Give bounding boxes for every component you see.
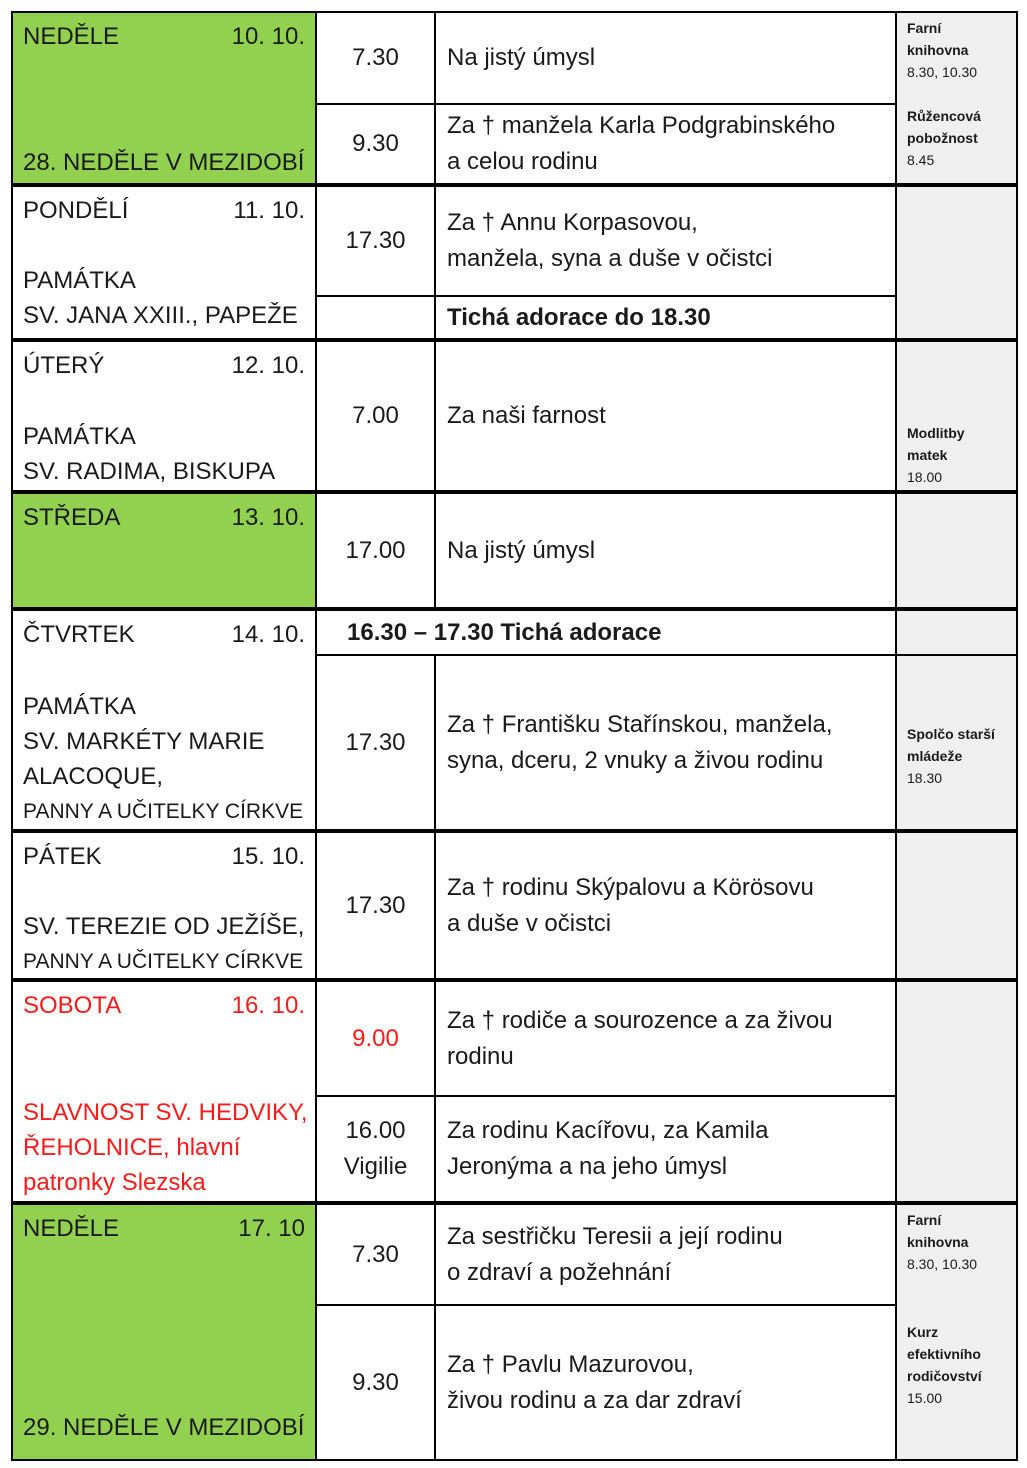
mass-intention: Na jistý úmysl [447,536,596,564]
day-block-thursday [11,609,1018,831]
subtitle-line: SV. JANA XXIII., PAPEŽE [23,302,298,329]
day-subtitle [23,1410,323,1445]
mass-intention: Za sestřičku Teresii a její rodinu o zdraví a požehnání [447,1222,783,1286]
day-date: 11. 10. [233,197,305,224]
notes-cell [895,1205,1016,1459]
mass-intention: Za rodinu Kacířovu, za Kamila Jeronýma a na jeho úmysl [447,1117,769,1180]
day-name: PÁTEK [23,843,102,870]
subtitle-line: 29. NEDĚLE V MEZIDOBÍ [23,1414,305,1441]
mass-time: 9.00 [317,982,436,1095]
subtitle-line: PAMÁTKA [23,267,136,294]
note: Farní knihovna 8.30, 10.30 [907,20,978,80]
mass-time: 16.00 Vigilie [317,1097,436,1201]
notes-cell [895,833,1016,978]
day-subtitle [23,909,323,979]
notes-cell [895,982,1016,1201]
day-cell [13,611,317,829]
mass-intention: Za † rodiče a sourozence a za živou rodinu [447,1006,833,1070]
day-cell [13,1205,317,1459]
day-cell [13,187,317,338]
day-block-friday [11,831,1018,980]
adoration-text: 16.30 – 17.30 Tichá adorace [347,618,662,646]
note: Kurz efektivního rodičovství 15.00 [907,1324,982,1406]
day-subtitle [23,1095,323,1200]
mass-time [317,297,436,338]
subtitle-line: ŘEHOLNICE, hlavní [23,1134,241,1161]
subtitle-line: 28. NEDĚLE V MEZIDOBÍ [23,149,305,176]
day-subtitle [23,263,323,333]
note: Spolčo starší mládeže 18.30 [907,726,995,786]
mass-time: 17.30 [317,187,436,295]
day-name: ÚTERÝ [23,352,105,379]
mass-intention: Za † manžela Karla Podgrabinského a celou rodinu [447,112,836,175]
subtitle-line: SV. RADIMA, BISKUPA [23,458,276,485]
day-name: SOBOTA [23,992,122,1019]
mass-time: 7.30 [317,13,436,103]
day-date: 13. 10. [231,504,305,531]
note: Farní knihovna 8.30, 10.30 [907,1212,978,1272]
day-cell [13,494,317,607]
day-subtitle [23,689,323,829]
subtitle-line: PANNY A UČITELKY CÍRKVE [23,950,304,973]
day-block-wednesday [11,492,1018,609]
notes-cell [895,611,1016,829]
note: Růžencová pobožnost 8.45 [907,108,981,168]
mass-time: 17.00 [317,494,436,607]
adoration-text: Tichá adorace do 18.30 [447,303,711,331]
notes-cell [895,187,1016,338]
day-block-monday [11,185,1018,340]
notes-cell [895,13,1016,183]
mass-intention: Za naši farnost [447,402,606,429]
day-name: ČTVRTEK [23,621,135,648]
day-date: 12. 10. [231,352,305,379]
day-block-sunday-10-10 [11,11,1018,185]
day-name: STŘEDA [23,504,121,531]
subtitle-line: PANNY A UČITELKY CÍRKVE [23,800,304,823]
day-cell [13,833,317,978]
notes-cell [895,342,1016,490]
subtitle-line: PAMÁTKA [23,423,136,450]
mass-intention: Za † Pavlu Mazurovou, živou rodinu a za dar zdraví [447,1350,742,1414]
row-divider [897,654,1018,656]
day-date: 10. 10. [231,23,305,50]
mass-intention: Na jistý úmysl [447,44,596,71]
mass-time: 7.30 [317,1205,436,1304]
day-name: NEDĚLE [23,1215,120,1242]
subtitle-line: SV. TEREZIE OD JEŽÍŠE, [23,913,305,940]
day-cell [13,342,317,490]
day-block-tuesday [11,340,1018,492]
mass-intention: Za † Annu Korpasovou, manžela, syna a duše v očistci [447,209,773,272]
mass-time: 9.30 [317,1306,436,1459]
mass-time: 17.30 [317,656,436,829]
day-name: NEDĚLE [23,23,120,50]
day-block-sunday-17-10 [11,1203,1018,1461]
mass-time: 7.00 [317,342,436,490]
day-cell [13,982,317,1201]
notes-cell [895,494,1016,607]
subtitle-line: PAMÁTKA [23,693,136,720]
day-block-saturday [11,980,1018,1203]
day-date: 15. 10. [231,843,305,870]
day-subtitle [23,419,323,489]
day-name: PONDĚLÍ [23,197,129,224]
day-date: 14. 10. [231,621,305,648]
subtitle-line: patronky Slezska [23,1169,206,1196]
mass-time: 9.30 [317,105,436,183]
day-date: 17. 10 [238,1215,305,1242]
day-date: 16. 10. [231,992,305,1019]
subtitle-line: SV. MARKÉTY MARIE [23,728,265,755]
note: Modlitby matek 18.00 [907,425,965,485]
subtitle-line: ALACOQUE, [23,763,164,790]
day-subtitle [23,145,323,180]
mass-intention: Za † Františku Stařínskou, manžela, syna, dceru, 2 vnuky a živou rodinu [447,710,833,774]
mass-intention: Za † rodinu Skýpalovu a Körösovu a duše v očistci [447,873,814,937]
subtitle-line: SLAVNOST SV. HEDVIKY, [23,1099,308,1126]
day-cell [13,13,317,183]
mass-time: 17.30 [317,833,436,978]
